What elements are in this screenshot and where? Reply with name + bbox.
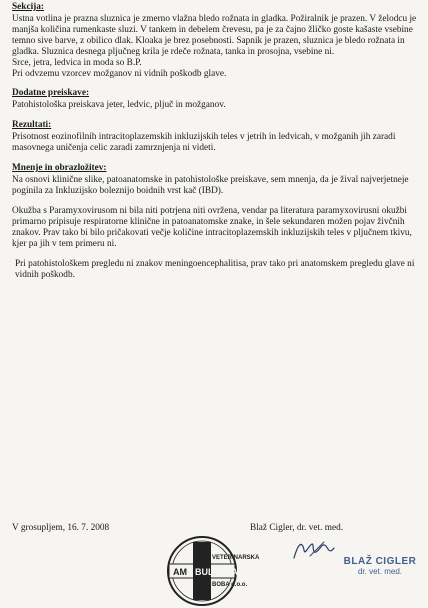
mnenje-paragraph-3: Pri patohistološkem pregledu ni znakov meningoencephalitisa, prav tako pri anatomskem pregledu glave ni vidnih poškodb. <box>15 258 415 280</box>
stamp-right-text: BULANTA <box>195 567 238 577</box>
stamp-left-text: AM <box>173 567 187 577</box>
heading-mnenje: Mnenje in obrazložitev: <box>12 163 107 174</box>
clinic-stamp <box>165 534 260 608</box>
section-dodatne <box>12 88 420 111</box>
stamp-bottom-text: BOBA d.o.o. <box>212 582 248 588</box>
section-mnenje <box>12 163 420 280</box>
heading-sekcija: Sekcija: <box>12 2 45 12</box>
sekcija-brain-line: Pri odvzemu vzorcev možganov ni vidnih poškodb glave. <box>12 68 227 79</box>
section-rezultati <box>12 120 420 154</box>
sekcija-paragraph: Ustna votlina je prazna sluznica je zmerno vlažna bledo rožnata in gladka. Požiralnik je prazen. V želodcu je manjša količina rumenkaste sluzi. V tankem in debelem črevesu, pa je za čajno žličko goste kašaste vsebine temno sive barve, z obilico dlak. Kloaka je brez posebnosti. Sapnik je prazen, sluznica je bledo rožnata in gladka. Sluznica desnega pljučneg krila je rdeče rožnata, tanka in prosojna, vsebine ni. <box>12 14 417 57</box>
report-page <box>12 2 420 289</box>
mnenje-paragraph-2: Okužba s Paramyxovirusom ni bila niti potrjena niti ovržena, vendar pa literatura paramyxovirusni okužbi primarno pripisuje respiratorne klinične in patoanatomske znake, in šele sekundaren možen pojav živčnih znakov. Prav tako bi bilo pričakovati večje količine intracitoplazemskih inkluzijskih teles v pljučnem tkivu, kjer pa jih v tem primeru ni. <box>12 205 412 249</box>
dodatne-text: Patohistološka preiskava jeter, ledvic, pljuč in možganov. <box>12 100 226 111</box>
signature-title: dr. vet. med. <box>357 567 403 576</box>
footer-date: V grosupljem, 16. 7. 2008 <box>12 523 110 533</box>
section-sekcija <box>12 2 420 79</box>
handwritten-signature <box>290 536 338 564</box>
signature-block <box>334 556 426 576</box>
stamp-top-text: VETERINARSKA <box>212 555 260 561</box>
heading-rezultati: Rezultati: <box>12 120 52 131</box>
sekcija-organs-line: Srce, jetra, ledvica in moda so B.P. <box>12 57 142 68</box>
heading-dodatne: Dodatne preiskave: <box>12 88 90 99</box>
mnenje-paragraph-1: Na osnovi klinične slike, patoanatomske in patohistološke preiskave, sem mnenja, da je žival najverjetneje poginila za Inkluzijsko boleznijo boidnih vrst kač (IBD). <box>12 175 409 197</box>
rezultati-text: Prisotnost eozinofilnih intracitoplazemskih inkluzijskih teles v jetrih in ledvicah, v možganih jih zaradi masovnega uničenja celic zaradi zamrznjenja ni videti. <box>12 132 396 154</box>
footer-author: Blaž Cigler, dr. vet. med. <box>250 523 344 533</box>
signature-name: BLAŽ CIGLER <box>343 556 417 567</box>
